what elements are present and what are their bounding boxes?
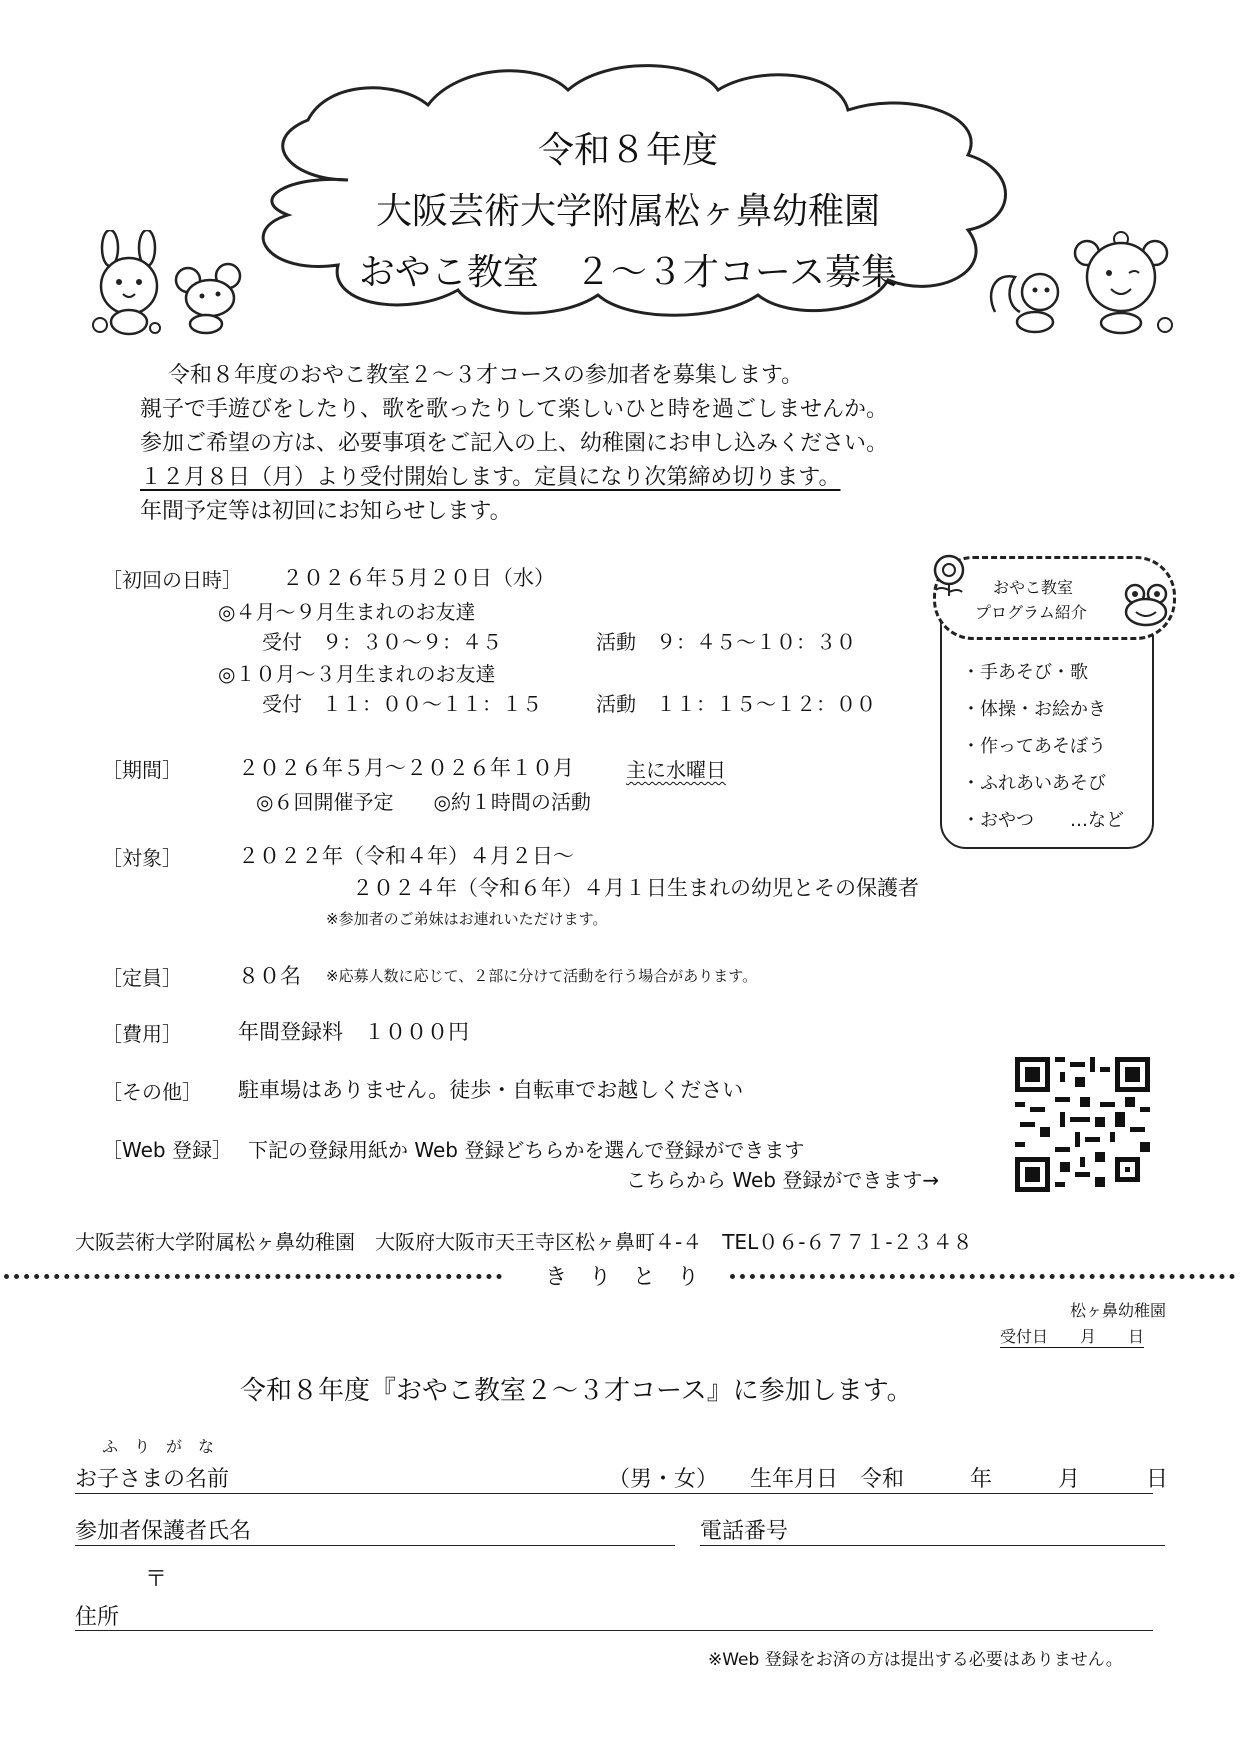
group2-title: ◎１０月～３月生まれのお友達: [218, 662, 496, 686]
form-school: 松ヶ鼻幼稚園: [1070, 1301, 1167, 1320]
group2-activity: 活動 １１：１５～１２：００: [596, 692, 876, 716]
target-note: ※参加者のご弟妹はお連れいただけます。: [326, 910, 608, 928]
program-item: ・ふれあいあそび: [962, 773, 1106, 794]
fee-label: ［費用］: [102, 1022, 182, 1046]
capacity-label: ［定員］: [102, 966, 182, 990]
qr-code-icon[interactable]: [1015, 1057, 1150, 1192]
contact-info: 大阪芸術大学附属松ヶ鼻幼稚園 大阪府大阪市天王寺区松ヶ鼻町４-４ TEL０６-６７７１-２３４８: [75, 1230, 973, 1254]
period-note: ◎６回開催予定 ◎約１時間の活動: [256, 790, 591, 814]
guardian-label: 参加者保護者氏名: [75, 1519, 252, 1544]
title-year: 令和８年度: [537, 130, 718, 171]
frog-icon: [1120, 582, 1172, 630]
capacity-value: ８０名: [238, 964, 301, 988]
phone-field[interactable]: [700, 1545, 1165, 1546]
other-value: 駐車場はありません。徒歩・自転車でお越しください: [238, 1078, 744, 1102]
bear-icon: [1065, 225, 1185, 340]
program-title1: おやこ教室: [993, 578, 1074, 597]
target-label: ［対象］: [102, 846, 182, 870]
gender-select[interactable]: （男・女）: [608, 1467, 719, 1492]
intro-p5: 年間予定等は初回にお知らせします。: [140, 499, 512, 524]
squirrel-icon: [985, 262, 1075, 337]
intro-p4: １２月８日（月）より受付開始します。定員になり次第締め切ります。: [140, 465, 841, 490]
group1-title: ◎４月～９月生まれのお友達: [218, 600, 476, 624]
flower-icon: [928, 552, 970, 598]
period-label: ［期間］: [102, 758, 182, 782]
title-school: 大阪芸術大学附属松ヶ鼻幼稚園: [375, 191, 880, 232]
guardian-field[interactable]: [75, 1545, 675, 1546]
group2-reception: 受付 １１：００～１１：１５: [262, 692, 542, 716]
other-label: ［その他］: [102, 1080, 202, 1104]
received-date: 受付日 月 日: [1000, 1327, 1145, 1346]
web-label: ［Web 登録］: [102, 1138, 232, 1162]
title-course: おやこ教室 ２～３才コース募集: [358, 252, 898, 293]
program-item: ・体操・お絵かき: [962, 699, 1106, 720]
web-link[interactable]: こちらから Web 登録ができます→: [626, 1168, 940, 1192]
intro-p1: 令和８年度のおやこ教室２～３才コースの参加者を募集します。: [168, 363, 804, 388]
first-session-label: ［初回の日時］: [102, 568, 242, 592]
child-name-field[interactable]: [75, 1493, 1153, 1494]
capacity-note: ※応募人数に応じて、２部に分けて活動を行う場合があります。: [326, 967, 758, 985]
target-line2: ２０２４年（令和６年）４月１日生まれの幼児とその保護者: [352, 876, 919, 900]
period-value: ２０２６年５月～２０２６年１０月: [238, 756, 574, 780]
web-value: 下記の登録用紙か Web 登録どちらかを選んで登録ができます: [248, 1138, 805, 1162]
fee-value: 年間登録料 １０００円: [238, 1020, 469, 1044]
program-title2: プログラム紹介: [975, 603, 1087, 622]
program-item: ・おやつ …など: [962, 810, 1124, 831]
mouse-icon: [170, 262, 260, 337]
target-line1: ２０２２年（令和４年）４月２日～: [238, 844, 574, 868]
address-label: 住所: [75, 1605, 120, 1630]
child-name-label: お子さまの名前: [75, 1467, 230, 1492]
postal-mark: 〒: [145, 1567, 168, 1592]
cut-line-label: き り と り: [545, 1265, 700, 1290]
program-item: ・手あそび・歌: [962, 662, 1088, 683]
birthday-label: 生年月日 令和 年 月 日: [750, 1467, 1169, 1492]
address-field[interactable]: [75, 1630, 1153, 1631]
group1-activity: 活動 ９：４５～１０：３０: [596, 630, 856, 654]
first-session-date: ２０２６年５月２０日（水）: [282, 566, 555, 590]
intro-p3: 参加ご希望の方は、必要事項をご記入の上、幼稚園にお申し込みください。: [140, 431, 889, 456]
period-weekday: 主に水曜日: [626, 758, 726, 782]
program-item: ・作ってあそぼう: [962, 736, 1106, 757]
furigana-label: ふ り が な: [102, 1437, 215, 1456]
group1-reception: 受付 ９：３０～９：４５: [262, 630, 502, 654]
form-note: ※Web 登録をお済の方は提出する必要はありません。: [708, 1650, 1123, 1670]
form-title: 令和８年度『おやこ教室２～３才コース』に参加します。: [240, 1376, 913, 1406]
intro-p2: 親子で手遊びをしたり、歌を歌ったりして楽しいひと時を過ごしませんか。: [140, 397, 889, 422]
phone-label: 電話番号: [700, 1519, 789, 1544]
